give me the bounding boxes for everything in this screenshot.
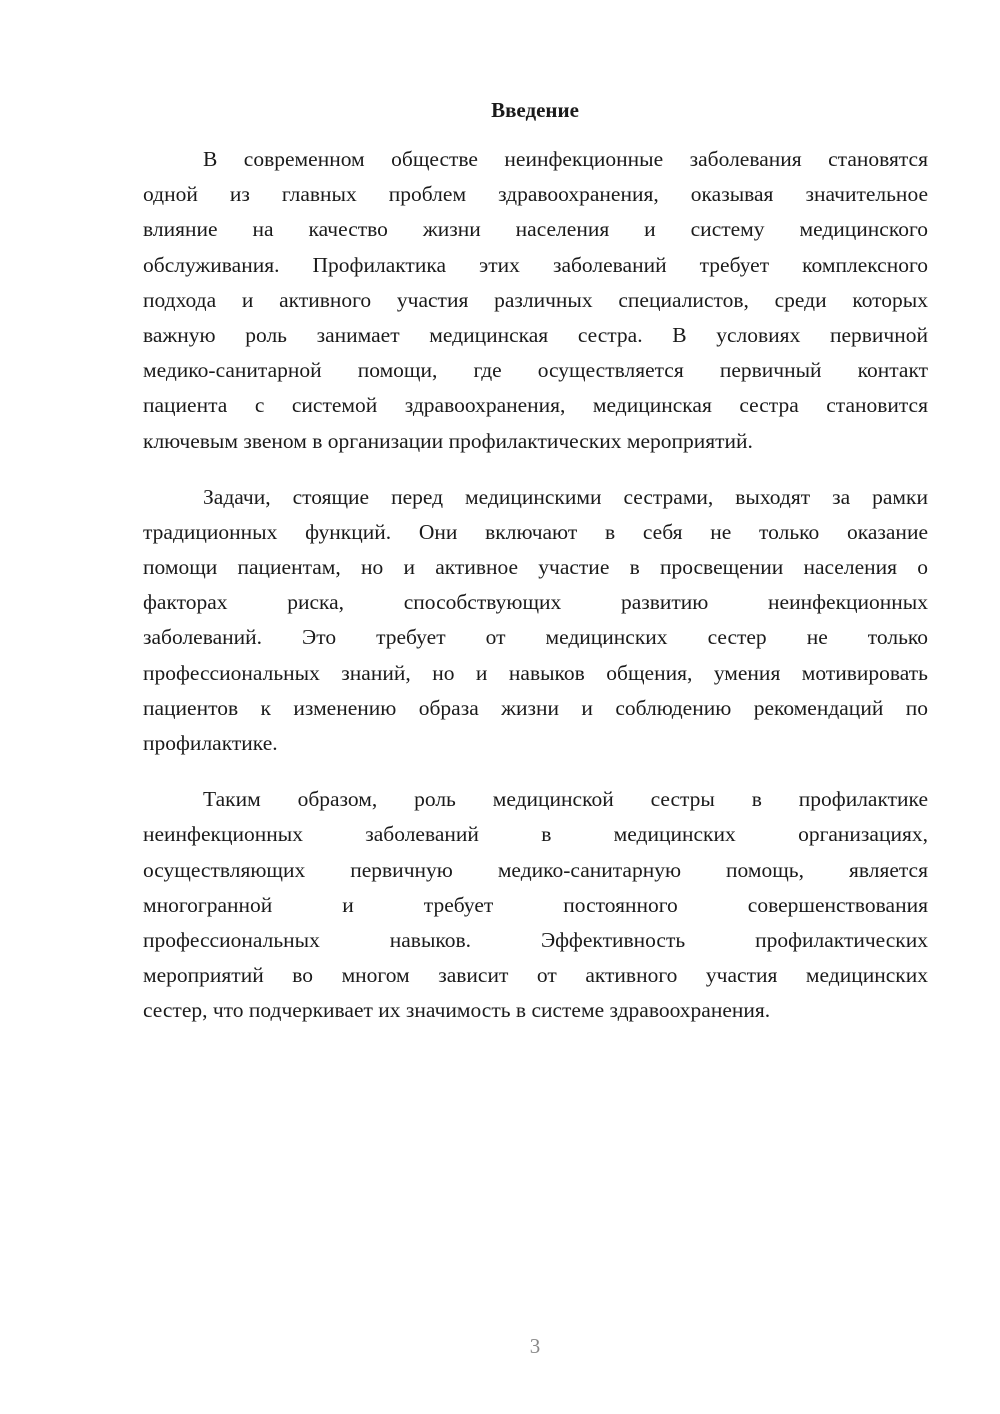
- text-line: неинфекционных заболеваний в медицинских организациях,: [143, 822, 928, 847]
- text-line: медико-санитарной помощи, где осуществляется первичный контакт: [143, 358, 928, 383]
- section-title: Введение: [491, 98, 579, 122]
- text-line: влияние на качество жизни населения и систему медицинского: [143, 217, 928, 242]
- text-line: многогранной и требует постоянного совершенствования: [143, 892, 928, 917]
- text-line: подхода и активного участия различных специалистов, среди которых: [143, 287, 928, 312]
- text-line: одной из главных проблем здравоохранения, оказывая значительное: [143, 182, 928, 207]
- paragraph: [143, 480, 928, 762]
- text-line: профилактике.: [143, 731, 278, 755]
- page-number: 3: [529, 1334, 541, 1358]
- text-line: пациентов к изменению образа жизни и соблюдению рекомендаций по: [143, 695, 928, 720]
- text-line: профессиональных навыков. Эффективность профилактических: [143, 927, 928, 952]
- text-line: обслуживания. Профилактика этих заболеваний требует комплексного: [143, 252, 928, 277]
- text-line: В современном обществе неинфекционные заболевания становятся: [203, 147, 928, 171]
- text-line: заболеваний. Это требует от медицинских сестер не только: [143, 625, 928, 650]
- text-line: сестер, что подчеркивает их значимость в системе здравоохранения.: [143, 998, 771, 1023]
- text-line: факторах риска, способствующих развитию неинфекционных: [143, 590, 928, 615]
- text-line: пациента с системой здравоохранения, медицинская сестра становится: [143, 393, 928, 418]
- text-line: традиционных функций. Они включают в себя не только оказание: [143, 519, 928, 544]
- text-line: профессиональных знаний, но и навыков общения, умения мотивировать: [143, 660, 928, 685]
- text-line: важную роль занимает медицинская сестра. В условиях первичной: [143, 322, 928, 347]
- paragraph: [143, 782, 928, 1028]
- paragraph: [143, 142, 928, 459]
- document-body: [143, 142, 928, 1050]
- text-line: помощи пациентам, но и активное участие в просвещении населения о: [143, 555, 928, 580]
- text-line: ключевым звеном в организации профилактических мероприятий.: [143, 428, 753, 453]
- text-line: Таким образом, роль медицинской сестры в профилактике: [203, 787, 928, 812]
- text-line: Задачи, стоящие перед медицинскими сестрами, выходят за рамки: [203, 484, 928, 509]
- text-line: мероприятий во многом зависит от активного участия медицинских: [143, 963, 928, 988]
- text-line: осуществляющих первичную медико-санитарную помощь, является: [143, 857, 928, 882]
